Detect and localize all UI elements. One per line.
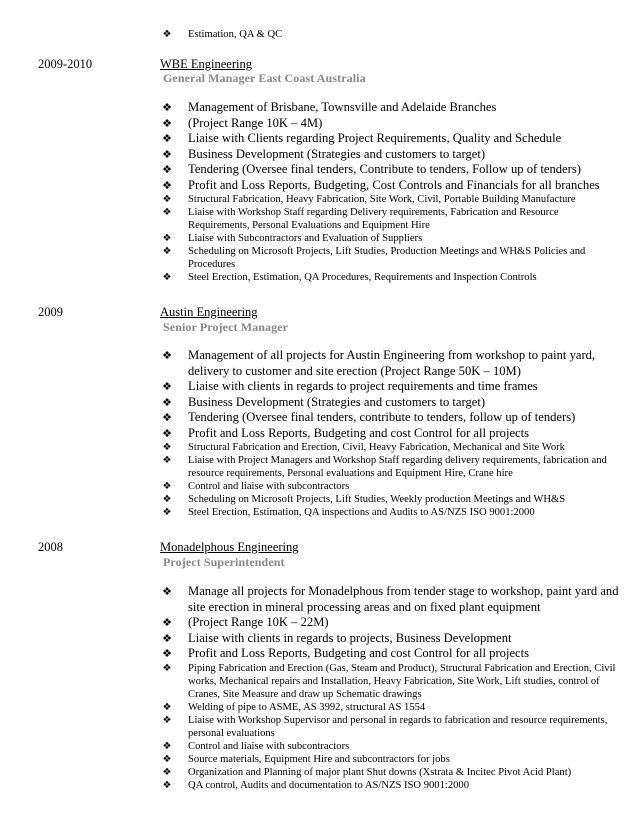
- diamond-bullet-icon: ❖: [162, 349, 172, 362]
- bullet-item: [0, 410, 638, 426]
- bullet-text: Management of all projects for Austin Engineering from workshop to paint yard, delivery to customer and site erection (Project Range 50K – 10M): [188, 348, 596, 378]
- bullet-text: Structural Fabrication, Heavy Fabrication, Site Work, Civil, Portable Building Manufacture: [188, 194, 576, 205]
- bullet-item: [0, 178, 638, 194]
- entry-role: General Manager East Coast Australia: [163, 71, 366, 85]
- bullet-item: [0, 131, 638, 147]
- bullet-item: [0, 116, 638, 132]
- diamond-bullet-icon: ❖: [162, 701, 172, 713]
- diamond-bullet-icon: ❖: [162, 766, 172, 778]
- diamond-bullet-icon: ❖: [162, 178, 172, 192]
- bullet-text: Business Development (Strategies and customers to target): [188, 394, 486, 409]
- diamond-bullet-icon: ❖: [162, 585, 172, 598]
- bullet-text: Liaise with clients in regards to projects, Business Development: [188, 630, 512, 645]
- bullet-item: [0, 662, 638, 701]
- bullet-text: Management of Brisbane, Townsville and Adelaide Branches: [188, 100, 497, 114]
- bullet-text: Liaise with Workshop Supervisor and personal in regards to fabrication and resource requirements, personal evaluations: [188, 714, 608, 739]
- bullet-item: [0, 28, 638, 41]
- top-bullet-list: [0, 28, 638, 41]
- entry-bullet-list: [0, 584, 638, 792]
- diamond-bullet-icon: ❖: [162, 631, 172, 645]
- bullet-item: [0, 753, 638, 766]
- bullet-text: Scheduling on Microsoft Projects, Lift Studies, Weekly production Meetings and WH&S: [188, 494, 566, 505]
- diamond-bullet-icon: ❖: [162, 411, 172, 424]
- diamond-bullet-icon: ❖: [162, 132, 172, 145]
- bullet-item: [0, 740, 638, 753]
- bullet-item: [0, 271, 638, 284]
- bullet-text: Piping Fabrication and Erection (Gas, Steam and Product), Structural Fabrication and Erection, Civil works, Mechanical repairs and Installation, Heavy Fabrication, Site Work, Lift studies, control of Cranes, Site Measure and draw up Schematic drawings: [188, 662, 616, 700]
- bullet-item: [0, 206, 638, 232]
- bullet-text: Estimation, QA & QC: [188, 29, 283, 40]
- bullet-text: Scheduling on Microsoft Projects, Lift Studies, Production Meetings and WH&S Policies and Procedures: [188, 246, 586, 270]
- bullet-text: QA control, Audits and documentation to AS/NZS ISO 9001:2000: [188, 779, 470, 791]
- bullet-text: Control and liaise with subcontractors: [188, 481, 350, 492]
- bullet-text: Liaise with clients in regards to project requirements and time frames: [188, 379, 538, 393]
- bullet-item: [0, 193, 638, 206]
- diamond-bullet-icon: ❖: [162, 147, 172, 161]
- bullet-text: (Project Range 10K – 22M): [188, 615, 329, 629]
- bullet-text: Steel Erection, Estimation, QA inspections and Audits to AS/NZS ISO 9001:2000: [188, 507, 535, 518]
- entry-bullet-list: [0, 348, 638, 519]
- bullet-item: [0, 245, 638, 271]
- diamond-bullet-icon: ❖: [162, 29, 172, 40]
- bullet-item: [0, 426, 638, 442]
- bullet-text: Source materials, Equipment Hire and subcontractors for jobs: [188, 753, 450, 765]
- bullet-item: [0, 441, 638, 454]
- bullet-text: Welding of pipe to ASME, AS 3992, structural AS 1554: [188, 701, 426, 713]
- bullet-item: [0, 454, 638, 480]
- bullet-text: Steel Erection, Estimation, QA Procedures, Requirements and Inspection Controls: [188, 272, 537, 283]
- bullet-text: Profit and Loss Reports, Budgeting and cost Control for all projects: [188, 425, 530, 440]
- diamond-bullet-icon: ❖: [162, 207, 172, 218]
- bullet-item: [0, 779, 638, 792]
- diamond-bullet-icon: ❖: [162, 507, 172, 518]
- diamond-bullet-icon: ❖: [162, 662, 172, 674]
- bullet-text: Structural Fabrication and Erection, Civil, Heavy Fabrication, Mechanical and Site Work: [188, 442, 565, 453]
- diamond-bullet-icon: ❖: [162, 116, 172, 130]
- diamond-bullet-icon: ❖: [162, 779, 172, 791]
- diamond-bullet-icon: ❖: [162, 272, 172, 283]
- bullet-text: Profit and Loss Reports, Budgeting and cost Control for all projects: [188, 646, 530, 660]
- diamond-bullet-icon: ❖: [162, 494, 172, 505]
- bullet-item: [0, 766, 638, 779]
- bullet-item: [0, 584, 638, 615]
- entry-year: 2008: [38, 540, 63, 554]
- diamond-bullet-icon: ❖: [162, 455, 172, 466]
- diamond-bullet-icon: ❖: [162, 740, 172, 752]
- bullet-item: [0, 480, 638, 493]
- entry-year: 2009-2010: [38, 57, 93, 71]
- diamond-bullet-icon: ❖: [162, 233, 172, 244]
- entry-role: Project Superintendent: [163, 555, 285, 569]
- bullet-item: [0, 395, 638, 411]
- bullet-text: Liaise with Project Managers and Workshop Staff regarding delivery requirements, fabrication and resource requirements, Personal evaluations and Equipment Hire, Crane hire: [188, 455, 607, 479]
- bullet-item: [0, 232, 638, 245]
- bullet-item: [0, 631, 638, 647]
- diamond-bullet-icon: ❖: [162, 101, 172, 114]
- bullet-text: Liaise with Subcontractors and Evaluation of Suppliers: [188, 233, 423, 244]
- entry-company: Monadelphous Engineering: [160, 540, 299, 554]
- diamond-bullet-icon: ❖: [162, 616, 172, 629]
- entry-company: Austin Engineering: [160, 305, 258, 319]
- bullet-item: [0, 506, 638, 519]
- bullet-text: Tendering (Oversee final tenders, contribute to tenders, follow up of tenders): [188, 410, 576, 424]
- bullet-item: [0, 162, 638, 178]
- diamond-bullet-icon: ❖: [162, 395, 172, 409]
- diamond-bullet-icon: ❖: [162, 163, 172, 176]
- bullet-item: [0, 493, 638, 506]
- bullet-text: Organization and Planning of major plant Shut downs (Xstrata & Incitec Pivot Acid Plant): [188, 766, 572, 778]
- bullet-text: Manage all projects for Monadelphous from tender stage to workshop, paint yard and site erection in mineral processing areas and on fixed plant equipment: [188, 584, 619, 614]
- entry-role: Senior Project Manager: [163, 320, 289, 334]
- diamond-bullet-icon: ❖: [162, 481, 172, 492]
- diamond-bullet-icon: ❖: [162, 753, 172, 765]
- bullet-text: Liaise with Clients regarding Project Requirements, Quality and Schedule: [188, 131, 562, 145]
- bullet-item: [0, 646, 638, 662]
- bullet-text: (Project Range 10K – 4M): [188, 115, 323, 130]
- bullet-item: [0, 100, 638, 116]
- bullet-item: [0, 348, 638, 379]
- bullet-text: Control and liaise with subcontractors: [188, 740, 350, 752]
- bullet-item: [0, 147, 638, 163]
- diamond-bullet-icon: ❖: [162, 194, 172, 205]
- entry-year: 2009: [38, 305, 63, 319]
- bullet-text: Business Development (Strategies and customers to target): [188, 146, 486, 161]
- entry-bullet-list: [0, 100, 638, 284]
- bullet-text: Tendering (Oversee final tenders, Contribute to tenders, Follow up of tenders): [188, 162, 581, 176]
- bullet-item: [0, 615, 638, 631]
- bullet-text: Profit and Loss Reports, Budgeting, Cost Controls and Financials for all branches: [188, 177, 600, 192]
- diamond-bullet-icon: ❖: [162, 442, 172, 453]
- diamond-bullet-icon: ❖: [162, 647, 172, 660]
- diamond-bullet-icon: ❖: [162, 426, 172, 440]
- bullet-item: [0, 714, 638, 740]
- diamond-bullet-icon: ❖: [162, 714, 172, 726]
- diamond-bullet-icon: ❖: [162, 246, 172, 257]
- bullet-item: [0, 701, 638, 714]
- bullet-item: [0, 379, 638, 395]
- entry-company: WBE Engineering: [160, 57, 252, 71]
- bullet-text: Liaise with Workshop Staff regarding Delivery requirements, Fabrication and Resource Requirements, Personal Evaluations and Equipment Hire: [188, 207, 559, 231]
- diamond-bullet-icon: ❖: [162, 380, 172, 393]
